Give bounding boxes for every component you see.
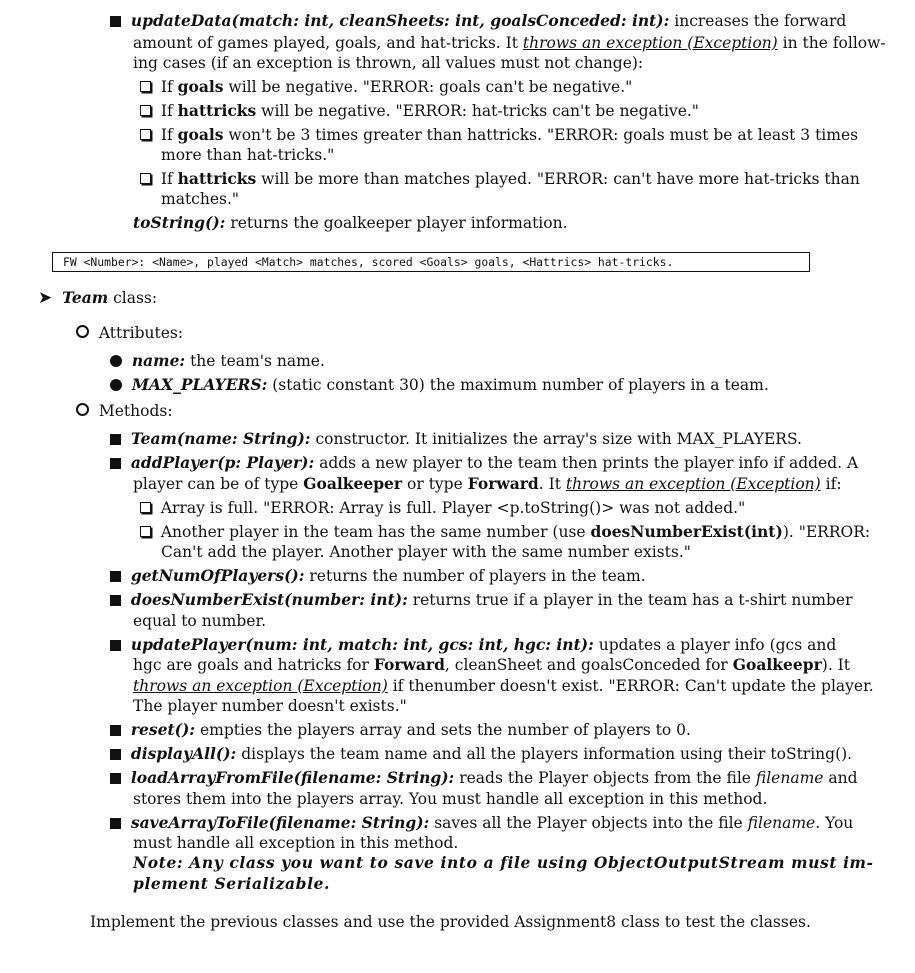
- text-line: Can't add the player. Another player with the same number exists.": [161, 543, 691, 561]
- condition-item: Another player in the team has the same number (use doesNumberExist(int)). "ERROR:: [140, 522, 870, 542]
- method-item: Team(name: String): constructor. It initializes the array's size with MAX_PLAYERS.: [110, 429, 802, 449]
- circle-bullet-icon: [76, 325, 89, 338]
- square-bullet-icon: [110, 458, 121, 469]
- dot-bullet-icon: [110, 379, 122, 391]
- text-line: matches.": [161, 190, 240, 208]
- text-line: equal to number.: [133, 612, 267, 630]
- square-bullet-icon: [110, 434, 121, 445]
- methods-heading: Methods:: [76, 401, 173, 421]
- square-bullet-icon: [110, 725, 121, 736]
- format-code-text: FW <Number>: <Name>, played <Match> matches, scored <Goals> goals, <Hattrics> hat-tricks.: [63, 255, 674, 269]
- text-line: throws an exception (Exception) if thenumber doesn't exist. "ERROR: Can't update the player.: [133, 677, 874, 695]
- square-bullet-icon: [110, 16, 121, 27]
- square-bullet-icon: [110, 640, 121, 651]
- method-item: displayAll(): displays the team name and all the players information using their toString().: [110, 744, 852, 764]
- text-line: must handle all exception in this method.: [133, 834, 459, 852]
- square-bullet-icon: [110, 749, 121, 760]
- condition-item: If goals will be negative. "ERROR: goals can't be negative.": [140, 77, 632, 97]
- checkbox-bullet-icon: [140, 129, 151, 140]
- method-signature: updateData(match: int, cleanSheets: int, goalsConceded: int):: [130, 11, 670, 30]
- attribute-item: name: the team's name.: [110, 351, 325, 371]
- condition-item: If hattricks will be more than matches played. "ERROR: can't have more hat-tricks than: [140, 169, 860, 189]
- attribute-item: MAX_PLAYERS: (static constant 30) the maximum number of players in a team.: [110, 375, 769, 395]
- method-item: doesNumberExist(number: int): returns true if a player in the team has a t-shirt number: [110, 590, 853, 610]
- footer-text: Implement the previous classes and use the provided Assignment8 class to test the classes.: [90, 913, 811, 931]
- exception-link-text: throws an exception (Exception): [565, 475, 821, 493]
- dot-bullet-icon: [110, 355, 122, 367]
- text-line: more than hat-tricks.": [161, 146, 335, 164]
- tostring-item: toString(): returns the goalkeeper player information.: [133, 213, 568, 232]
- method-description: increases the forward: [669, 12, 847, 30]
- note-line: Note: Any class you want to save into a file using ObjectOutputStream must im-: [133, 853, 874, 872]
- checkbox-bullet-icon: [140, 526, 151, 537]
- update-data-item: [110, 11, 846, 31]
- checkbox-bullet-icon: [140, 105, 151, 116]
- circle-bullet-icon: [76, 403, 89, 416]
- team-class-heading: ➤ Team class:: [38, 288, 158, 308]
- square-bullet-icon: [110, 818, 121, 829]
- format-code-box: [52, 252, 810, 272]
- method-item: updatePlayer(num: int, match: int, gcs: int, hgc: int): updates a player info (gcs and: [110, 635, 836, 655]
- condition-item: If hattricks will be negative. "ERROR: hat-tricks can't be negative.": [140, 101, 699, 121]
- exception-link-text: throws an exception (Exception): [133, 677, 388, 695]
- method-item: reset(): empties the players array and sets the number of players to 0.: [110, 720, 691, 740]
- square-bullet-icon: [110, 595, 121, 606]
- text-line: amount of games played, goals, and hat-tricks. It throws an exception (Exception) in the follow-: [133, 34, 886, 52]
- method-signature: toString():: [133, 213, 226, 232]
- method-item: addPlayer(p: Player): adds a new player to the team then prints the player info if added. A: [110, 453, 858, 473]
- text-line: stores them into the players array. You must handle all exception in this method.: [133, 790, 768, 808]
- condition-item: Array is full. "ERROR: Array is full. Player <p.toString()> was not added.": [140, 498, 745, 518]
- checkbox-bullet-icon: [140, 81, 151, 92]
- square-bullet-icon: [110, 571, 121, 582]
- checkbox-bullet-icon: [140, 502, 151, 513]
- checkbox-bullet-icon: [140, 173, 151, 184]
- text-line: hgc are goals and hatricks for Forward, cleanSheet and goalsConceded for Goalkeepr). It: [133, 655, 851, 674]
- text-line: ing cases (if an exception is thrown, all values must not change):: [133, 54, 644, 72]
- method-item: getNumOfPlayers(): returns the number of players in the team.: [110, 566, 646, 586]
- condition-item: If goals won't be 3 times greater than hattricks. "ERROR: goals must be at least 3 times: [140, 125, 858, 145]
- attributes-heading: Attributes:: [76, 323, 183, 343]
- method-item: saveArrayToFile(filename: String): saves all the Player objects into the file filename. You: [110, 813, 853, 833]
- square-bullet-icon: [110, 773, 121, 784]
- note-line: plement Serializable.: [133, 874, 331, 893]
- exception-link-text: throws an exception (Exception): [522, 34, 778, 52]
- arrow-bullet-icon: ➤: [38, 288, 53, 308]
- text-line: player can be of type Goalkeeper or type Forward. It throws an exception (Exception) if:: [133, 474, 842, 493]
- text-line: The player number doesn't exists.": [133, 697, 407, 715]
- method-item: loadArrayFromFile(filename: String): reads the Player objects from the file filename and: [110, 768, 858, 788]
